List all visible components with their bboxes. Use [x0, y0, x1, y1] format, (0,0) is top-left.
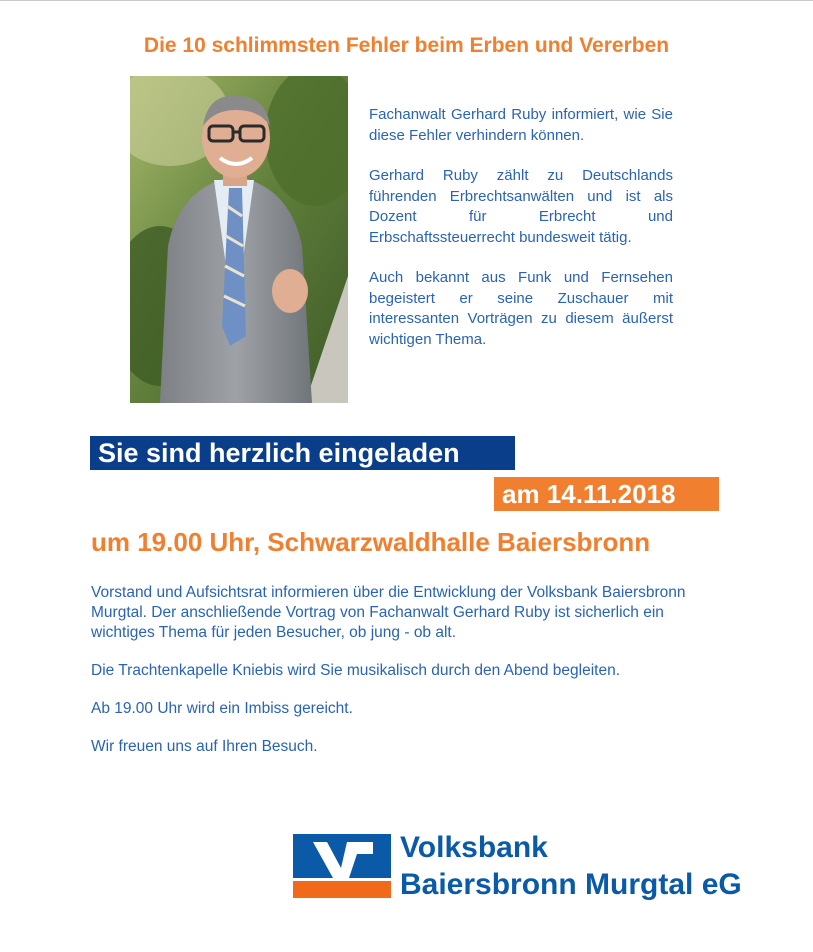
bank-name-line-1: Volksbank: [400, 831, 548, 864]
time-venue-heading: um 19.00 Uhr, Schwarzwaldhalle Baiersbronn: [91, 527, 651, 557]
bank-name: [400, 829, 742, 903]
volksbank-logo-icon: [293, 834, 391, 898]
intro-paragraph: Fachanwalt Gerhard Ruby informiert, wie Sie diese Fehler verhindern können.: [369, 106, 673, 144]
intro-paragraph: Auch bekannt aus Funk und Fernsehen begeistert er seine Zuschauer mit interessanten Vorträgen zu diesem äußerst wichtigen Thema.: [369, 269, 673, 348]
speaker-photo: [130, 76, 348, 403]
page-top-border: [0, 0, 813, 1]
intro-paragraph: Gerhard Ruby zählt zu Deutschlands führenden Erbrechtsanwälten und ist als Dozent für Erbrecht und Erbschaftssteuerrecht bundesweit tätig.: [369, 167, 673, 246]
description-paragraph: Die Trachtenkapelle Kniebis wird Sie musikalisch durch den Abend begleiten.: [91, 662, 621, 679]
description-paragraph: Ab 19.00 Uhr wird ein Imbiss gereicht.: [91, 700, 353, 717]
description-paragraph: Vorstand und Aufsichtsrat informieren über die Entwicklung der Volksbank Baiersbronn Murgtal. Der anschließende Vortrag von Fachanwalt Gerhard Ruby ist sicherlich ein wichtiges Thema für jeden Besucher, ob jung - ob alt.: [91, 584, 686, 641]
date-banner: am 14.11.2018: [494, 477, 719, 511]
event-description: [91, 583, 731, 775]
description-paragraph: Wir freuen uns auf Ihren Besuch.: [91, 738, 318, 755]
bank-name-line-2: Baiersbronn Murgtal eG: [400, 868, 742, 901]
invitation-banner: Sie sind herzlich eingeladen: [90, 436, 515, 470]
page-title: Die 10 schlimmsten Fehler beim Erben und Vererben: [143, 34, 670, 57]
speaker-intro: [369, 105, 673, 370]
